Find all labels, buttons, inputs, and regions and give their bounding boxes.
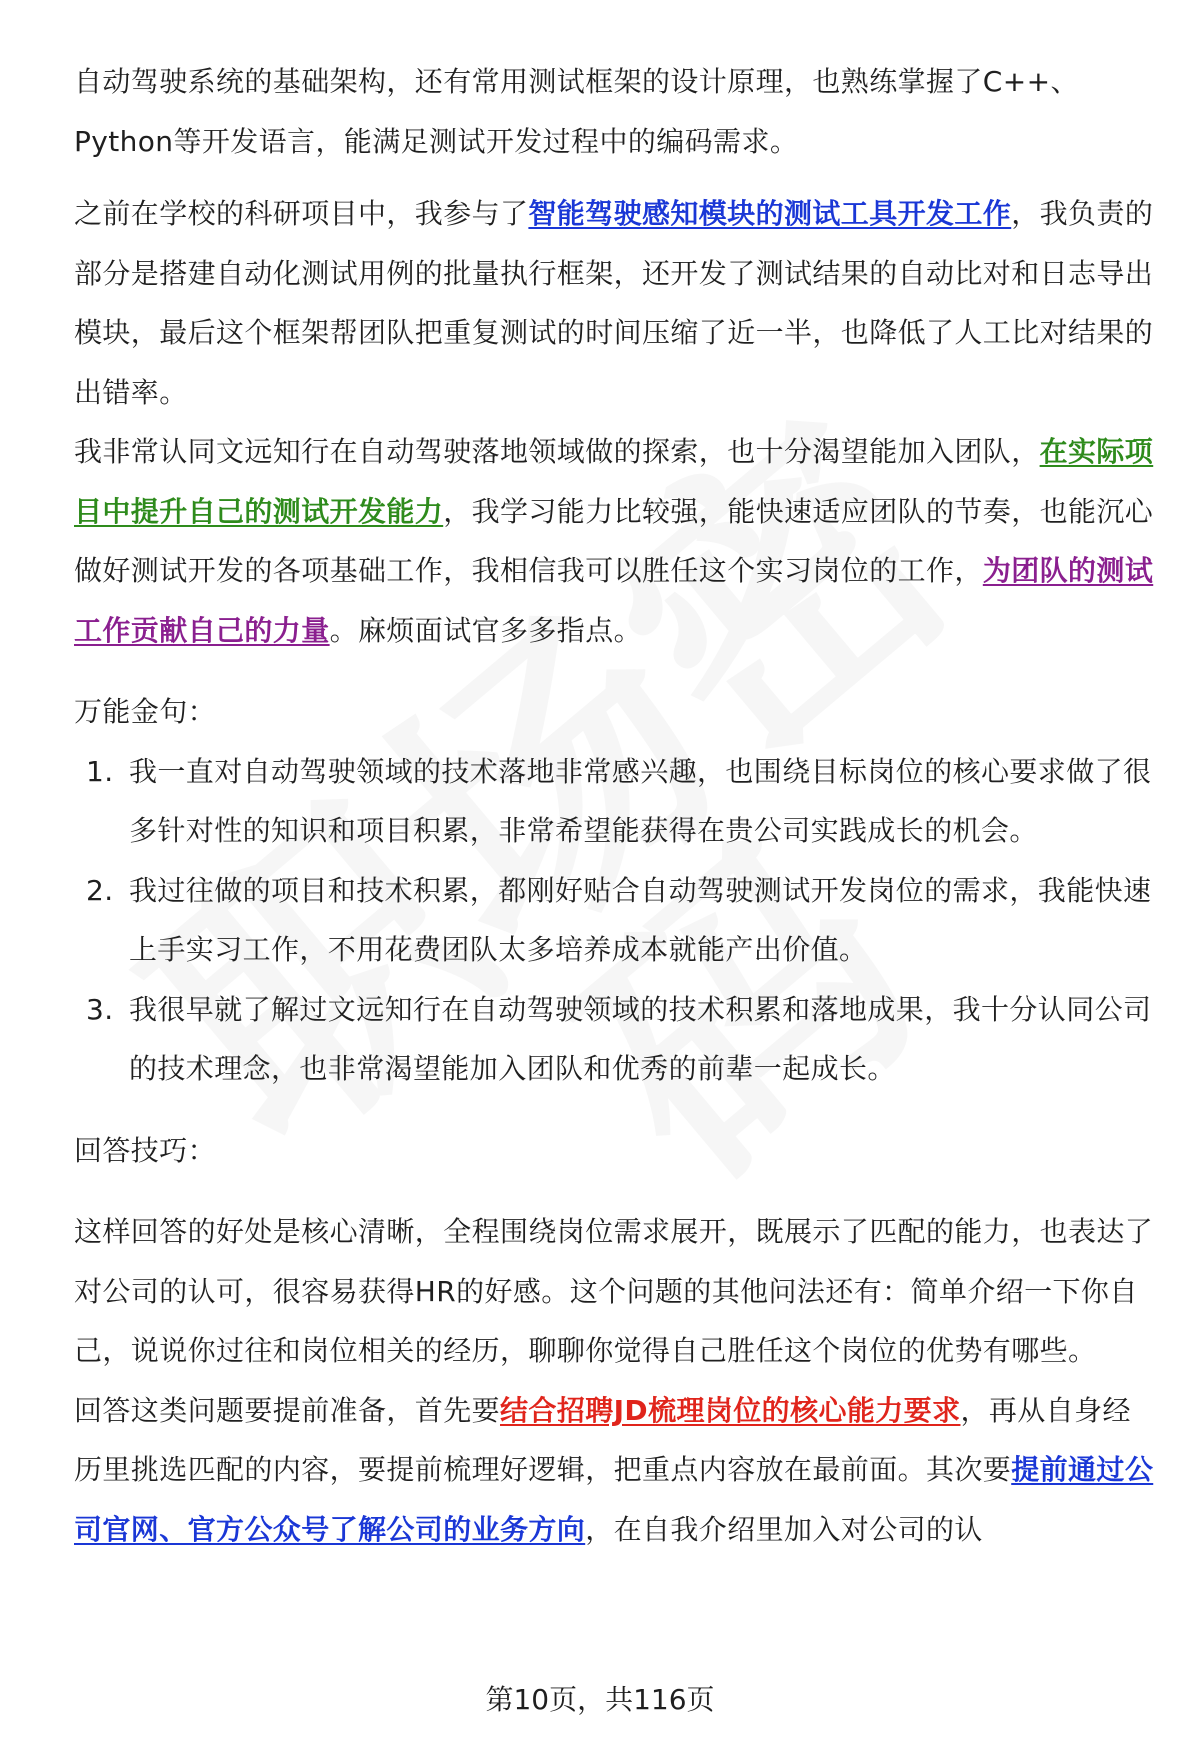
highlight-project: 智能驾驶感知模块的测试工具开发工作 bbox=[528, 197, 1012, 230]
text-segment: 。麻烦面试官多多指点。 bbox=[329, 613, 643, 647]
page-number: 第10页，共116页 bbox=[485, 1683, 715, 1716]
highlight-company-research: 提前通过公司官网、官方公众号了解公司的业务方向 bbox=[74, 1453, 1154, 1546]
list-number: 2. bbox=[86, 873, 114, 907]
list-number: 3. bbox=[86, 992, 114, 1026]
text-segment: ，再从自身经历里挑选匹配的内容，要提前梳理好逻辑，把重点内容放在最前面。其次要 bbox=[74, 1393, 1131, 1486]
paragraph-project bbox=[74, 184, 1154, 422]
highlight-contribute: 为团队的测试工作贡献自己的力量 bbox=[74, 554, 1154, 647]
document-body bbox=[74, 52, 1154, 1559]
golden-sentence-list bbox=[74, 742, 1154, 1099]
highlight-jd: 结合招聘JD梳理岗位的核心能力要求 bbox=[500, 1393, 961, 1427]
highlight-improve: 在实际项目中提升自己的测试开发能力 bbox=[74, 435, 1154, 528]
paragraph-benefits: 这样回答的好处是核心清晰，全程围绕岗位需求展开，既展示了匹配的能力，也表达了对公司的认可，很容易获得HR的好感。这个问题的其他问法还有：简单介绍一下你自己，说说你过往和岗位相关的经历，聊聊你觉得自己胜任这个岗位的优势有哪些。 bbox=[74, 1215, 1154, 1367]
paragraph-motivation bbox=[74, 422, 1154, 660]
list-item-text: 我过往做的项目和技术积累，都刚好贴合自动驾驶测试开发岗位的需求，我能快速上手实习工作，不用花费团队太多培养成本就能产出价值。 bbox=[129, 873, 1152, 966]
list-number: 1. bbox=[86, 754, 114, 788]
paragraph-skills: 自动驾驶系统的基础架构，还有常用测试框架的设计原理，也熟练掌握了C++、Python等开发语言，能满足测试开发过程中的编码需求。 bbox=[74, 65, 1079, 158]
heading-golden-sentences: 万能金句： bbox=[74, 695, 217, 728]
text-segment: 之前在学校的科研项目中，我参与了 bbox=[74, 197, 529, 230]
paragraph-preparation bbox=[74, 1381, 1154, 1560]
text-segment: 回答这类问题要提前准备，首先要 bbox=[74, 1393, 501, 1427]
list-item bbox=[74, 980, 1154, 1099]
text-segment: ，我学习能力比较强，能快速适应团队的节奏，也能沉心做好测试开发的各项基础工作，我相信我可以胜任这个实习岗位的工作， bbox=[74, 494, 1154, 587]
text-segment: 我非常认同文远知行在自动驾驶落地领域做的探索，也十分渴望能加入团队， bbox=[74, 435, 1040, 468]
list-item-text: 我很早就了解过文远知行在自动驾驶领域的技术积累和落地成果，我十分认同公司的技术理念，也非常渴望能加入团队和优秀的前辈一起成长。 bbox=[129, 992, 1152, 1085]
list-item bbox=[74, 861, 1154, 980]
heading-answer-tips: 回答技巧： bbox=[74, 1133, 217, 1167]
text-segment: ，我负责的部分是搭建自动化测试用例的批量执行框架，还开发了测试结果的自动比对和日志导出模块，最后这个框架帮团队把重复测试的时间压缩了近一半，也降低了人工比对结果的出错率。 bbox=[74, 197, 1154, 409]
list-item-text: 我一直对自动驾驶领域的技术落地非常感兴趣，也围绕目标岗位的核心要求做了很多针对性的知识和项目积累，非常希望能获得在贵公司实践成长的机会。 bbox=[129, 754, 1152, 847]
list-item bbox=[74, 742, 1154, 861]
text-segment: ，在自我介绍里加入对公司的认 bbox=[585, 1512, 983, 1546]
